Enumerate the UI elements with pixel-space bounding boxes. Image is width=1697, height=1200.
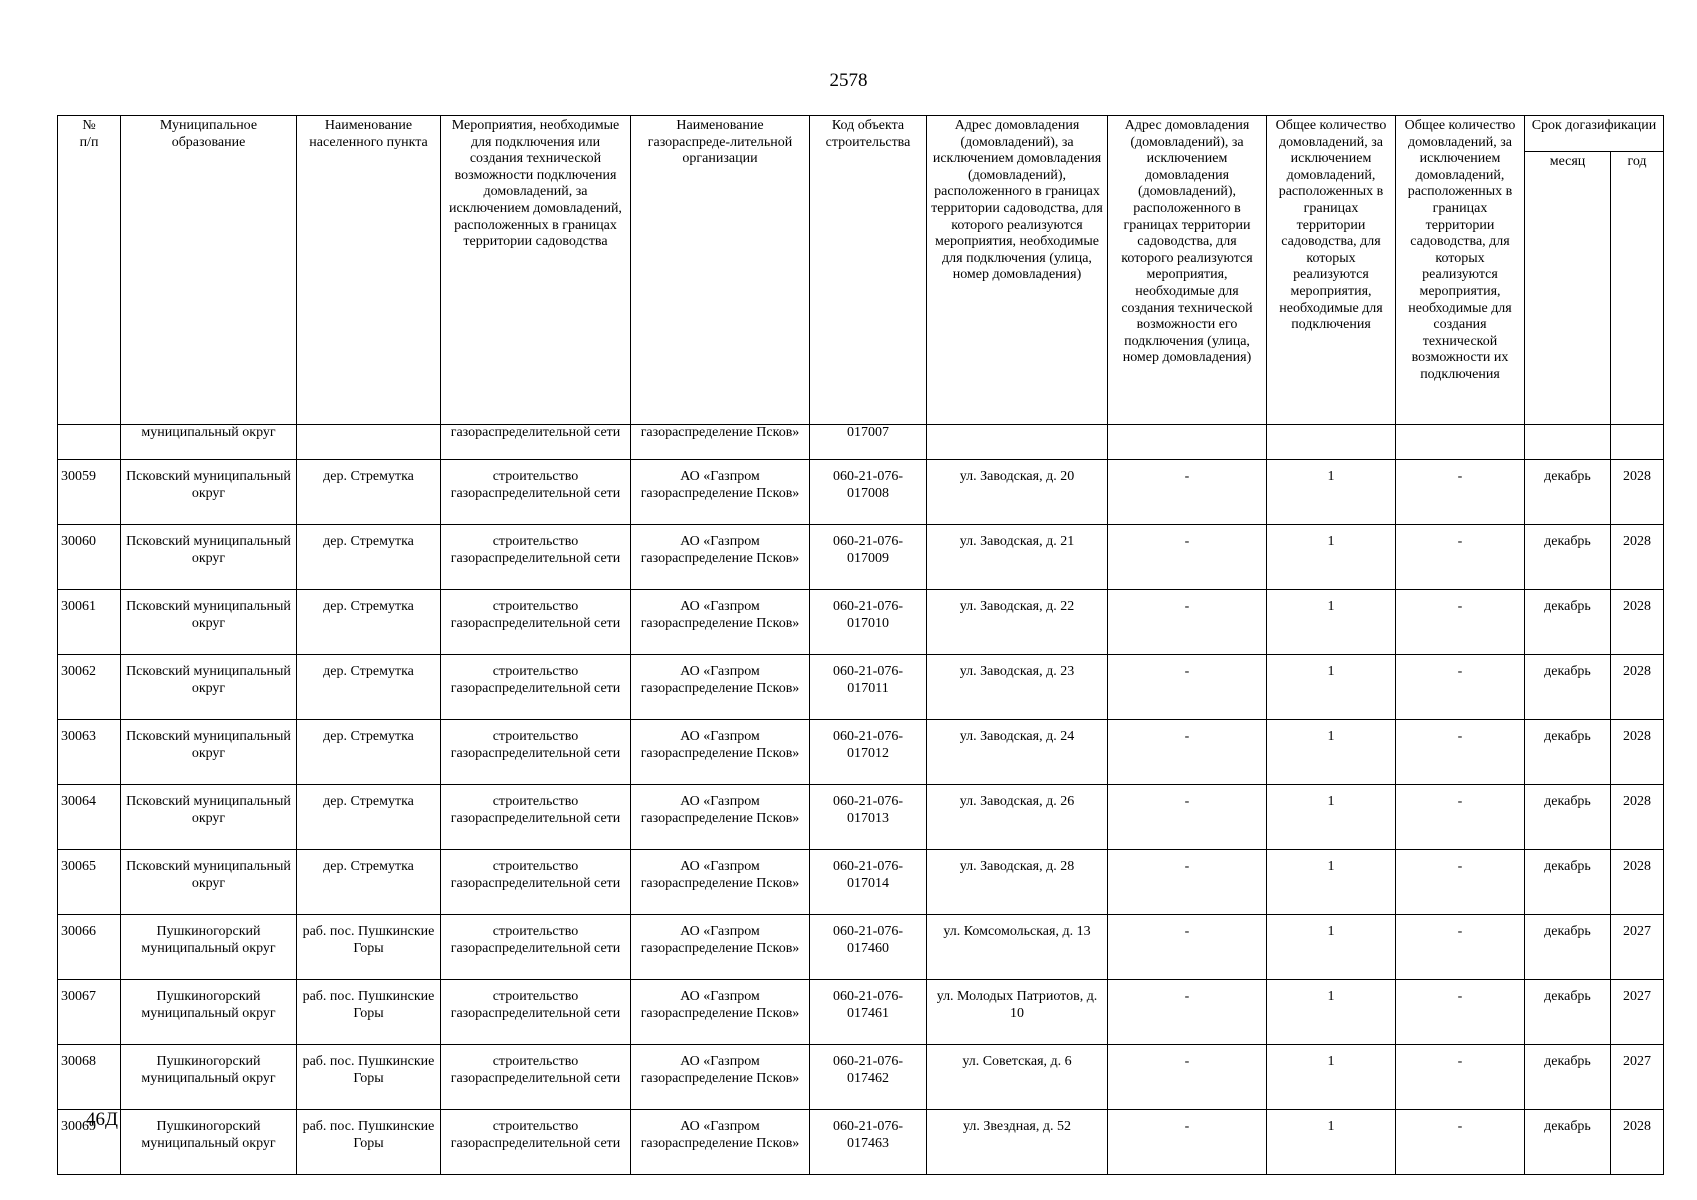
- table-row: [58, 525, 1664, 590]
- cell-total-capacity: -: [1396, 1045, 1525, 1110]
- cell-object-code: 017007: [810, 425, 927, 460]
- cell-address-connect: ул. Заводская, д. 22: [927, 590, 1108, 655]
- cell-address-connect: ул. Звездная, д. 52: [927, 1110, 1108, 1175]
- cell-settlement: раб. пос. Пушкинские Горы: [297, 1110, 441, 1175]
- cell-total-connect: 1: [1267, 655, 1396, 720]
- cell-num: 30061: [58, 590, 121, 655]
- cell-total-capacity: -: [1396, 720, 1525, 785]
- header-deadline: Срок догазификации: [1525, 116, 1664, 152]
- cell-year: [1611, 425, 1664, 460]
- cell-total-connect: 1: [1267, 590, 1396, 655]
- header-month: месяц: [1525, 152, 1611, 425]
- cell-month: декабрь: [1525, 525, 1611, 590]
- cell-month: декабрь: [1525, 1110, 1611, 1175]
- cell-total-connect: 1: [1267, 1045, 1396, 1110]
- cell-object-code: 060-21-076-017008: [810, 460, 927, 525]
- cell-year: 2028: [1611, 460, 1664, 525]
- cell-settlement: раб. пос. Пушкинские Горы: [297, 1045, 441, 1110]
- cell-municipality: Псковский муниципальный округ: [121, 850, 297, 915]
- table-row: [58, 980, 1664, 1045]
- cell-num: 30063: [58, 720, 121, 785]
- cell-address-connect: ул. Заводская, д. 28: [927, 850, 1108, 915]
- cell-year: 2027: [1611, 1045, 1664, 1110]
- cell-measures: газораспределительной сети: [441, 425, 631, 460]
- cell-gas-org: АО «Газпром газораспределение Псков»: [631, 460, 810, 525]
- cell-num: 30059: [58, 460, 121, 525]
- cell-object-code: 060-21-076-017014: [810, 850, 927, 915]
- header-gas-org: Наименование газораспреде-лительной организации: [631, 116, 810, 425]
- cell-num: 30069: [58, 1110, 121, 1175]
- cell-measures: строительство газораспределительной сети: [441, 590, 631, 655]
- cell-total-capacity: -: [1396, 655, 1525, 720]
- cell-address-capacity: [1108, 425, 1267, 460]
- cell-month: декабрь: [1525, 980, 1611, 1045]
- cell-address-capacity: -: [1108, 980, 1267, 1045]
- cell-total-connect: 1: [1267, 460, 1396, 525]
- table-row: [58, 915, 1664, 980]
- cell-address-connect: ул. Молодых Патриотов, д. 10: [927, 980, 1108, 1045]
- cell-gas-org: АО «Газпром газораспределение Псков»: [631, 1045, 810, 1110]
- cell-municipality: Пушкиногорский муниципальный округ: [121, 915, 297, 980]
- cell-month: декабрь: [1525, 460, 1611, 525]
- header-num: № п/п: [58, 116, 121, 425]
- cell-gas-org: АО «Газпром газораспределение Псков»: [631, 590, 810, 655]
- cell-municipality: Псковский муниципальный округ: [121, 590, 297, 655]
- cell-object-code: 060-21-076-017012: [810, 720, 927, 785]
- header-address-connect: Адрес домовладения (домовладений), за исключением домовладения (домовладений), расположенного в границах территории садоводства, для которого реализуются мероприятия, необходимые для подключения (улица, номер домовладения): [927, 116, 1108, 425]
- cell-year: 2027: [1611, 915, 1664, 980]
- cell-address-capacity: -: [1108, 850, 1267, 915]
- cell-address-capacity: -: [1108, 1110, 1267, 1175]
- cell-settlement: дер. Стремутка: [297, 525, 441, 590]
- gasification-table: [57, 115, 1664, 1175]
- cell-num: 30066: [58, 915, 121, 980]
- cell-address-capacity: -: [1108, 720, 1267, 785]
- cell-total-connect: 1: [1267, 850, 1396, 915]
- cell-address-connect: ул. Заводская, д. 20: [927, 460, 1108, 525]
- cell-num: 30060: [58, 525, 121, 590]
- cell-measures: строительство газораспределительной сети: [441, 785, 631, 850]
- table-header: [58, 116, 1664, 425]
- cell-gas-org: газораспределение Псков»: [631, 425, 810, 460]
- cell-address-connect: ул. Комсомольская, д. 13: [927, 915, 1108, 980]
- cell-num: 30068: [58, 1045, 121, 1110]
- cell-year: 2028: [1611, 525, 1664, 590]
- cell-address-connect: [927, 425, 1108, 460]
- cell-settlement: дер. Стремутка: [297, 460, 441, 525]
- cell-gas-org: АО «Газпром газораспределение Псков»: [631, 915, 810, 980]
- header-total-capacity: Общее количество домовладений, за исключением домовладений, расположенных в границах территории садоводства, для которых реализуются мероприятия, необходимые для создания технической возможности их подключения: [1396, 116, 1525, 425]
- cell-address-capacity: -: [1108, 785, 1267, 850]
- cell-settlement: дер. Стремутка: [297, 720, 441, 785]
- cell-settlement: раб. пос. Пушкинские Горы: [297, 915, 441, 980]
- cell-year: 2028: [1611, 720, 1664, 785]
- cell-municipality: муниципальный округ: [121, 425, 297, 460]
- cell-measures: строительство газораспределительной сети: [441, 1045, 631, 1110]
- cell-gas-org: АО «Газпром газораспределение Псков»: [631, 525, 810, 590]
- cell-gas-org: АО «Газпром газораспределение Псков»: [631, 785, 810, 850]
- cell-measures: строительство газораспределительной сети: [441, 460, 631, 525]
- cell-total-capacity: -: [1396, 590, 1525, 655]
- table-row: [58, 850, 1664, 915]
- cell-month: декабрь: [1525, 1045, 1611, 1110]
- cell-year: 2028: [1611, 785, 1664, 850]
- cell-settlement: дер. Стремутка: [297, 655, 441, 720]
- page-number: 2578: [829, 70, 868, 91]
- cell-municipality: Псковский муниципальный округ: [121, 785, 297, 850]
- cell-municipality: Пушкиногорский муниципальный округ: [121, 1045, 297, 1110]
- cell-address-connect: ул. Советская, д. 6: [927, 1045, 1108, 1110]
- cell-object-code: 060-21-076-017460: [810, 915, 927, 980]
- cell-month: декабрь: [1525, 590, 1611, 655]
- cell-gas-org: АО «Газпром газораспределение Псков»: [631, 1110, 810, 1175]
- cell-total-connect: 1: [1267, 1110, 1396, 1175]
- cell-measures: строительство газораспределительной сети: [441, 1110, 631, 1175]
- header-municipality: Муниципальное образование: [121, 116, 297, 425]
- table-row: [58, 460, 1664, 525]
- cell-total-capacity: -: [1396, 915, 1525, 980]
- cell-address-capacity: -: [1108, 915, 1267, 980]
- cell-gas-org: АО «Газпром газораспределение Псков»: [631, 720, 810, 785]
- cell-total-connect: 1: [1267, 785, 1396, 850]
- cell-object-code: 060-21-076-017461: [810, 980, 927, 1045]
- cell-month: [1525, 425, 1611, 460]
- cell-object-code: 060-21-076-017463: [810, 1110, 927, 1175]
- cell-month: декабрь: [1525, 850, 1611, 915]
- cell-object-code: 060-21-076-017462: [810, 1045, 927, 1110]
- cell-num: [58, 425, 121, 460]
- header-measures: Мероприятия, необходимые для подключения или создания технической возможности подключения домовладений, за исключением домовладений, расположенных в границах территории садоводства: [441, 116, 631, 425]
- cell-settlement: [297, 425, 441, 460]
- cell-year: 2028: [1611, 1110, 1664, 1175]
- table-row: [58, 720, 1664, 785]
- cell-measures: строительство газораспределительной сети: [441, 915, 631, 980]
- cell-total-connect: [1267, 425, 1396, 460]
- cell-settlement: раб. пос. Пушкинские Горы: [297, 980, 441, 1045]
- cell-month: декабрь: [1525, 785, 1611, 850]
- cell-object-code: 060-21-076-017011: [810, 655, 927, 720]
- cell-year: 2027: [1611, 980, 1664, 1045]
- cell-year: 2028: [1611, 590, 1664, 655]
- cell-num: 30065: [58, 850, 121, 915]
- table-row: [58, 785, 1664, 850]
- cell-total-capacity: [1396, 425, 1525, 460]
- cell-total-capacity: -: [1396, 980, 1525, 1045]
- cell-address-capacity: -: [1108, 460, 1267, 525]
- cell-measures: строительство газораспределительной сети: [441, 980, 631, 1045]
- cell-measures: строительство газораспределительной сети: [441, 850, 631, 915]
- cell-year: 2028: [1611, 850, 1664, 915]
- cell-municipality: Пушкиногорский муниципальный округ: [121, 980, 297, 1045]
- header-object-code: Код объекта строительства: [810, 116, 927, 425]
- cell-municipality: Пушкиногорский муниципальный округ: [121, 1110, 297, 1175]
- cell-address-capacity: -: [1108, 525, 1267, 590]
- cell-total-connect: 1: [1267, 720, 1396, 785]
- cell-measures: строительство газораспределительной сети: [441, 720, 631, 785]
- table-row: [58, 590, 1664, 655]
- cell-object-code: 060-21-076-017010: [810, 590, 927, 655]
- cell-total-capacity: -: [1396, 850, 1525, 915]
- header-year: год: [1611, 152, 1664, 425]
- cell-num: 30062: [58, 655, 121, 720]
- cell-month: декабрь: [1525, 655, 1611, 720]
- cell-object-code: 060-21-076-017013: [810, 785, 927, 850]
- cell-settlement: дер. Стремутка: [297, 785, 441, 850]
- cell-measures: строительство газораспределительной сети: [441, 655, 631, 720]
- header-settlement: Наименование населенного пункта: [297, 116, 441, 425]
- cell-object-code: 060-21-076-017009: [810, 525, 927, 590]
- cell-address-connect: ул. Заводская, д. 26: [927, 785, 1108, 850]
- cell-total-capacity: -: [1396, 785, 1525, 850]
- cell-total-capacity: -: [1396, 525, 1525, 590]
- cell-measures: строительство газораспределительной сети: [441, 525, 631, 590]
- cell-settlement: дер. Стремутка: [297, 850, 441, 915]
- cell-year: 2028: [1611, 655, 1664, 720]
- header-total-connect: Общее количество домовладений, за исключением домовладений, расположенных в границах территории садоводства, для которых реализуются мероприятия, необходимые для подключения: [1267, 116, 1396, 425]
- cell-total-connect: 1: [1267, 525, 1396, 590]
- cell-num: 30064: [58, 785, 121, 850]
- cell-address-connect: ул. Заводская, д. 21: [927, 525, 1108, 590]
- cell-address-capacity: -: [1108, 590, 1267, 655]
- cell-num: 30067: [58, 980, 121, 1045]
- table-row: [58, 1110, 1664, 1175]
- cell-month: декабрь: [1525, 720, 1611, 785]
- cell-address-connect: ул. Заводская, д. 23: [927, 655, 1108, 720]
- cell-gas-org: АО «Газпром газораспределение Псков»: [631, 655, 810, 720]
- cell-gas-org: АО «Газпром газораспределение Псков»: [631, 850, 810, 915]
- table-row: [58, 655, 1664, 720]
- cell-gas-org: АО «Газпром газораспределение Псков»: [631, 980, 810, 1045]
- header-address-capacity: Адрес домовладения (домовладений), за исключением домовладения (домовладений), расположенного в границах территории садоводства, для которого реализуются мероприятия, необходимые для создания технической возможности его подключения (улица, номер домовладения): [1108, 116, 1267, 425]
- cell-municipality: Псковский муниципальный округ: [121, 460, 297, 525]
- cell-municipality: Псковский муниципальный округ: [121, 525, 297, 590]
- cell-settlement: дер. Стремутка: [297, 590, 441, 655]
- cell-month: декабрь: [1525, 915, 1611, 980]
- table-row: [58, 1045, 1664, 1110]
- footer-code: 46Д: [86, 1109, 118, 1130]
- cell-municipality: Псковский муниципальный округ: [121, 720, 297, 785]
- table-row-continued: [58, 425, 1664, 460]
- cell-address-connect: ул. Заводская, д. 24: [927, 720, 1108, 785]
- cell-address-capacity: -: [1108, 655, 1267, 720]
- cell-total-connect: 1: [1267, 915, 1396, 980]
- cell-total-capacity: -: [1396, 1110, 1525, 1175]
- table-body: [58, 425, 1664, 1175]
- cell-municipality: Псковский муниципальный округ: [121, 655, 297, 720]
- cell-total-capacity: -: [1396, 460, 1525, 525]
- cell-address-capacity: -: [1108, 1045, 1267, 1110]
- cell-total-connect: 1: [1267, 980, 1396, 1045]
